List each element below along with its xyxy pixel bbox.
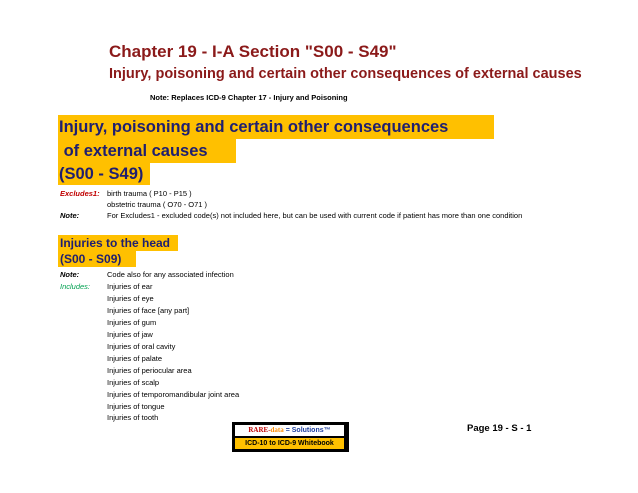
list-item: Injuries of ear — [107, 282, 153, 291]
brand-solutions: = Solutions™ — [283, 427, 331, 434]
list-item: Injuries of tongue — [107, 402, 165, 411]
list-item: Injuries of palate — [107, 354, 163, 363]
chapter-subtitle: Injury, poisoning and certain other consequences of external causes — [109, 66, 582, 82]
list-item: Injuries of gum — [107, 318, 157, 327]
book-title: ICD-10 to ICD-9 Whitebook — [235, 438, 344, 449]
subsection-title: Injuries to the head — [60, 236, 171, 250]
list-item: Injuries of scalp — [107, 378, 160, 387]
section-note-text: For Excludes1 - excluded code(s) not included here, but can be used with current code if patient has more than one condition — [107, 211, 523, 220]
list-item: Injuries of temporomandibular joint area — [107, 390, 240, 399]
section-note-label: Note: — [60, 211, 80, 220]
brand-data: data — [270, 426, 284, 434]
subsection-note-text: Code also for any associated infection — [107, 270, 234, 279]
page-number: Page 19 - S - 1 — [467, 423, 532, 434]
section-title-line1: Injury, poisoning and certain other consequences — [59, 118, 449, 136]
list-item: Injuries of oral cavity — [107, 342, 176, 351]
excludes1-item: obstetric trauma ( O70 - O71 ) — [107, 200, 208, 209]
list-item: Injuries of eye — [107, 294, 154, 303]
includes-label: Includes: — [60, 282, 91, 291]
list-item: Injuries of periocular area — [107, 366, 192, 375]
list-item: Injuries of jaw — [107, 330, 153, 339]
brand-logo — [235, 425, 344, 436]
list-item: Injuries of tooth — [107, 413, 159, 422]
excludes1-label: Excludes1: — [60, 189, 100, 198]
chapter-title: Chapter 19 - I-A Section "S00 - S49" — [109, 42, 397, 61]
replaces-note: Note: Replaces ICD-9 Chapter 17 - Injury and Poisoning — [150, 93, 348, 102]
list-item: Injuries of face [any part] — [107, 306, 190, 315]
section-title-line2: of external causes — [59, 142, 208, 160]
brand-rare: RARE- — [248, 426, 271, 434]
brand-box — [232, 422, 349, 452]
subsection-note-label: Note: — [60, 270, 80, 279]
excludes1-item: birth trauma ( P10 - P15 ) — [107, 189, 192, 198]
section-code-range: (S00 - S49) — [59, 165, 144, 183]
subsection-code-range: (S00 - S09) — [60, 252, 122, 266]
